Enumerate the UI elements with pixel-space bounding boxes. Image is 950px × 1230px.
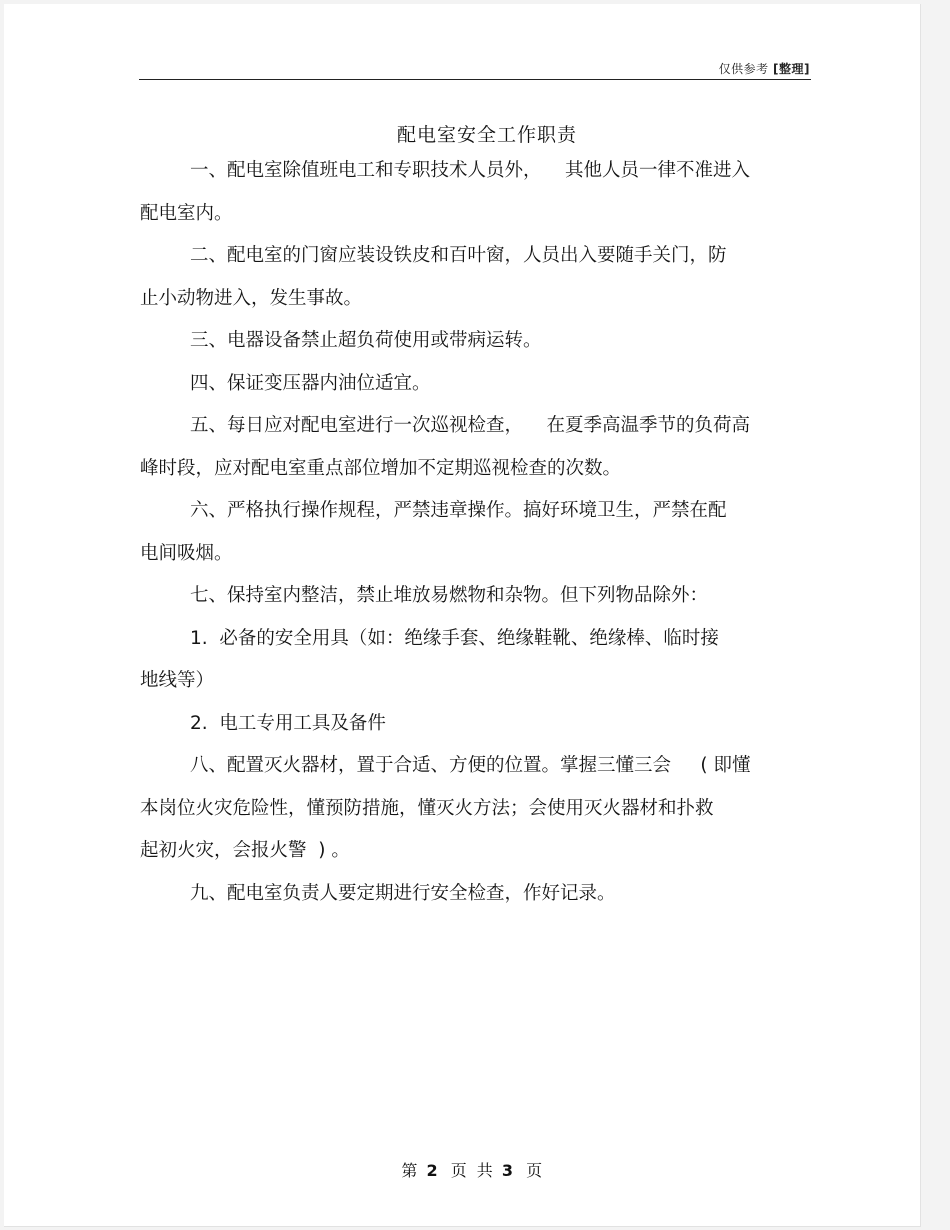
list-item-2-line-1: 2. 电工专用工具及备件 — [190, 712, 386, 734]
paragraph-2 — [140, 235, 808, 278]
paragraph-8-line-2: 本岗位火灾危险性，懂预防措施，懂灭火方法；会使用灭火器材和扑救 — [140, 797, 714, 819]
paragraph-2-line-1: 二、配电室的门窗应装设铁皮和百叶窗，人员出入要随手关门，防 — [190, 245, 727, 266]
paragraph-9 — [140, 873, 808, 916]
paragraph-1 — [140, 150, 808, 193]
paragraph-8-line-1: 八、配置灭火器材，置于合适、方便的位置。掌握三懂三会 ( 即懂 — [190, 755, 751, 776]
list-item-2 — [140, 703, 808, 746]
paragraph-1-line-1: 一、配电室除值班电工和专职技术人员外， 其他人员一律不准进入 — [190, 160, 751, 181]
paragraph-3-line-1: 三、电器设备禁止超负荷使用或带病运转。 — [190, 330, 542, 351]
document-page — [4, 4, 921, 1227]
paragraph-3 — [140, 320, 808, 363]
paragraph-9-line-1: 九、配电室负责人要定期进行安全检查，作好记录。 — [190, 882, 616, 904]
paragraph-7-line-1: 七、保持室内整洁，禁止堆放易燃物和杂物。但下列物品除外： — [190, 585, 709, 606]
page-footer — [4, 1158, 944, 1181]
paragraph-6 — [140, 490, 808, 533]
paragraph-6-line-2: 电间吸烟。 — [140, 542, 233, 564]
paragraph-5 — [140, 405, 808, 448]
header-note-text: 仅供参考 — [718, 62, 769, 76]
paragraph-4-line-1: 四、保证变压器内油位适宜。 — [190, 372, 431, 394]
paragraph-8-line-3: 起初火灾，会报火警 ) 。 — [140, 840, 350, 861]
paragraph-2-line-2: 止小动物进入，发生事故。 — [140, 287, 363, 309]
paragraph-2-cont — [140, 278, 808, 321]
footer-prefix: 第 — [401, 1161, 418, 1180]
paragraph-7 — [140, 575, 808, 618]
paragraph-6-cont — [140, 533, 808, 576]
paragraph-6-line-1: 六、严格执行操作规程，严禁违章操作。搞好环境卫生，严禁在配 — [190, 500, 727, 521]
list-item-1-line-2: 地线等） — [140, 670, 215, 691]
paragraph-8-cont — [140, 788, 808, 831]
header-bracket-text: [整理] — [773, 62, 810, 76]
footer-total-pages: 3 — [501, 1161, 514, 1180]
paragraph-5-line-1: 五、每日应对配电室进行一次巡视检查， 在夏季高温季节的负荷高 — [190, 415, 751, 436]
paragraph-8 — [140, 745, 808, 788]
list-item-1-line-1: 1. 必备的安全用具（如：绝缘手套、绝缘鞋靴、绝缘棒、临时接 — [190, 627, 719, 649]
paragraph-5-cont — [140, 448, 808, 491]
footer-page-number: 2 — [426, 1161, 439, 1180]
paragraph-1-line-2: 配电室内。 — [140, 202, 233, 224]
header-rule — [139, 79, 811, 80]
list-item-1 — [140, 618, 808, 661]
footer-total-label: 共 — [476, 1161, 494, 1180]
paragraph-4 — [140, 363, 808, 406]
document-title: 配电室安全工作职责 — [396, 124, 577, 146]
document-body — [140, 150, 808, 915]
footer-suffix: 页 — [526, 1161, 543, 1180]
paragraph-1-cont — [140, 193, 808, 236]
paragraph-8-cont-2 — [140, 830, 808, 873]
header-note — [719, 60, 810, 77]
paragraph-5-line-2: 峰时段，应对配电室重点部位增加不定期巡视检查的次数。 — [140, 457, 622, 479]
list-item-1-cont — [140, 660, 808, 703]
footer-page-label: 页 — [450, 1161, 468, 1180]
